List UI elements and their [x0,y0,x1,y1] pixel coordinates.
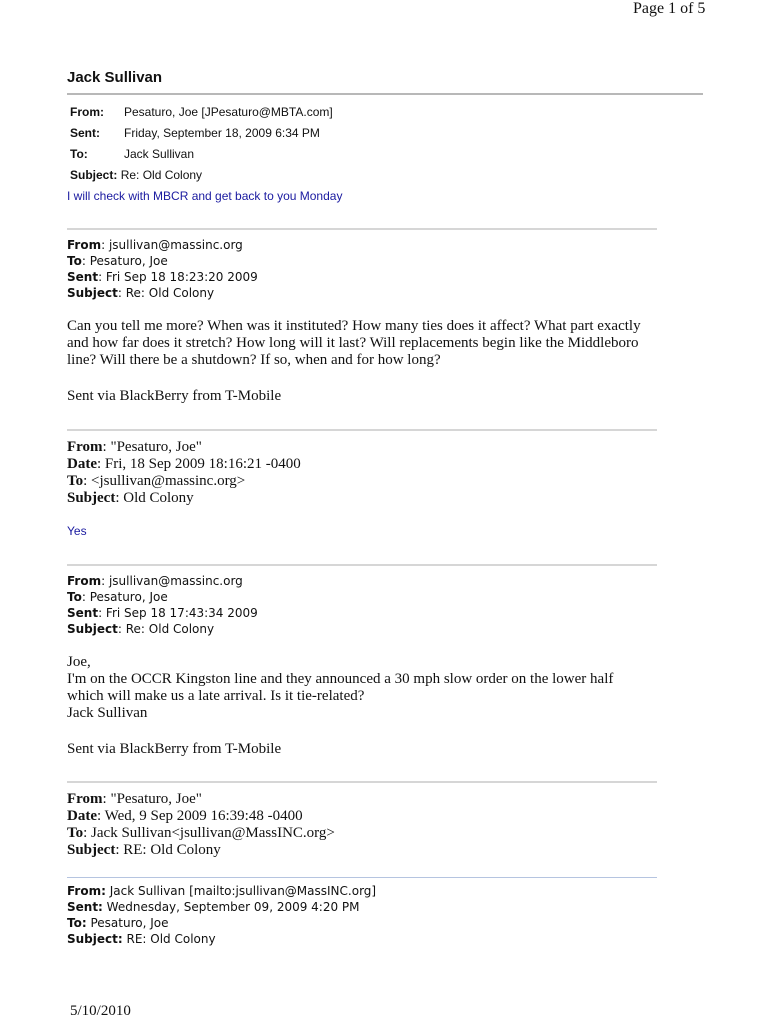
email-header [70,105,333,189]
sent-value: Wednesday, September 09, 2009 4:20 PM [102,900,360,914]
date-value: : Wed, 9 Sep 2009 16:39:48 -0400 [97,808,303,824]
body-line: Joe, [67,654,91,670]
to-value: Jack Sullivan [124,147,195,161]
from-label: From [67,439,103,455]
to-value: : Pesaturo, Joe [81,590,168,604]
to-value: : Jack Sullivan<jsullivan@MassINC.org> [83,825,335,841]
subject-label: Subject [67,490,116,506]
reply-top-text: I will check with MBCR and get back to you Monday [67,189,343,203]
date-value: : Fri, 18 Sep 2009 18:16:21 -0400 [97,456,301,472]
from-label: From: [67,884,106,898]
date-label: Date [67,456,97,472]
message-divider [67,781,657,783]
message-header-4 [67,791,335,859]
sent-label: Sent: [70,126,100,140]
body-line: and how far does it stretch? How long will it last? Will replacements begin like the Middleboro [67,335,639,351]
page-number: Page 1 of 5 [633,0,706,17]
sent-value: Friday, September 18, 2009 6:34 PM [124,126,320,140]
to-label: To [67,254,82,268]
subject-value: : Re: Old Colony [117,286,215,300]
from-label: From [67,574,102,588]
from-label: From [67,238,102,252]
sent-value: : Fri Sep 18 17:43:34 2009 [98,606,258,620]
body-line: which will make us a late arrival. Is it tie-related? [67,688,365,704]
subject-value: RE: Old Colony [122,932,216,946]
from-value: : jsullivan@massinc.org [101,238,243,252]
signature-3: Sent via BlackBerry from T-Mobile [67,741,282,757]
from-value: Jack Sullivan [mailto:jsullivan@MassINC.org] [105,884,377,898]
to-label: To [67,590,82,604]
to-value: Pesaturo, Joe [86,916,169,930]
message-divider [67,429,657,431]
subject-label: Subject: [67,932,123,946]
from-value: Pesaturo, Joe [JPesaturo@MBTA.com] [124,105,333,119]
from-value: : "Pesaturo, Joe" [102,791,202,807]
footer-date: 5/10/2010 [70,1003,131,1019]
message-divider [67,228,657,230]
message-divider [67,564,657,566]
sent-label: Sent [67,270,99,284]
from-label: From [67,791,103,807]
title-divider [67,93,703,95]
to-label: To: [70,147,88,161]
subject-label: Subject [67,286,118,300]
from-value: : jsullivan@massinc.org [101,574,243,588]
to-label: To [67,825,84,841]
message-header-5 [67,883,376,947]
mailbox-owner-name: Jack Sullivan [67,69,163,86]
sent-label: Sent: [67,900,103,914]
body-line: line? Will there be a shutdown? If so, when and for how long? [67,352,441,368]
subject-value: Re: Old Colony [120,168,203,182]
outlook-divider [67,877,657,878]
to-value: : Pesaturo, Joe [81,254,168,268]
date-label: Date [67,808,97,824]
subject-value: : RE: Old Colony [115,842,221,858]
message-header-2 [67,439,301,507]
message-body-3 [67,654,613,722]
to-label: To [67,473,84,489]
message-header-3 [67,573,258,637]
message-body-2: Yes [67,524,87,538]
subject-value: : Old Colony [115,490,194,506]
sent-value: : Fri Sep 18 18:23:20 2009 [98,270,258,284]
subject-label: Subject: [70,168,118,182]
message-header-1 [67,237,258,301]
message-body-1 [67,318,641,369]
body-line: I'm on the OCCR Kingston line and they announced a 30 mph slow order on the lower half [67,671,614,687]
from-label: From: [70,105,104,119]
signature-1: Sent via BlackBerry from T-Mobile [67,388,282,404]
sent-label: Sent [67,606,99,620]
body-line: Jack Sullivan [67,705,148,721]
subject-label: Subject [67,842,116,858]
from-value: : "Pesaturo, Joe" [102,439,202,455]
body-line: Can you tell me more? When was it instituted? How many ties does it affect? What part exactly [67,318,641,334]
subject-value: : Re: Old Colony [117,622,215,636]
subject-label: Subject [67,622,118,636]
to-label: To: [67,916,87,930]
to-value: : <jsullivan@massinc.org> [83,473,246,489]
